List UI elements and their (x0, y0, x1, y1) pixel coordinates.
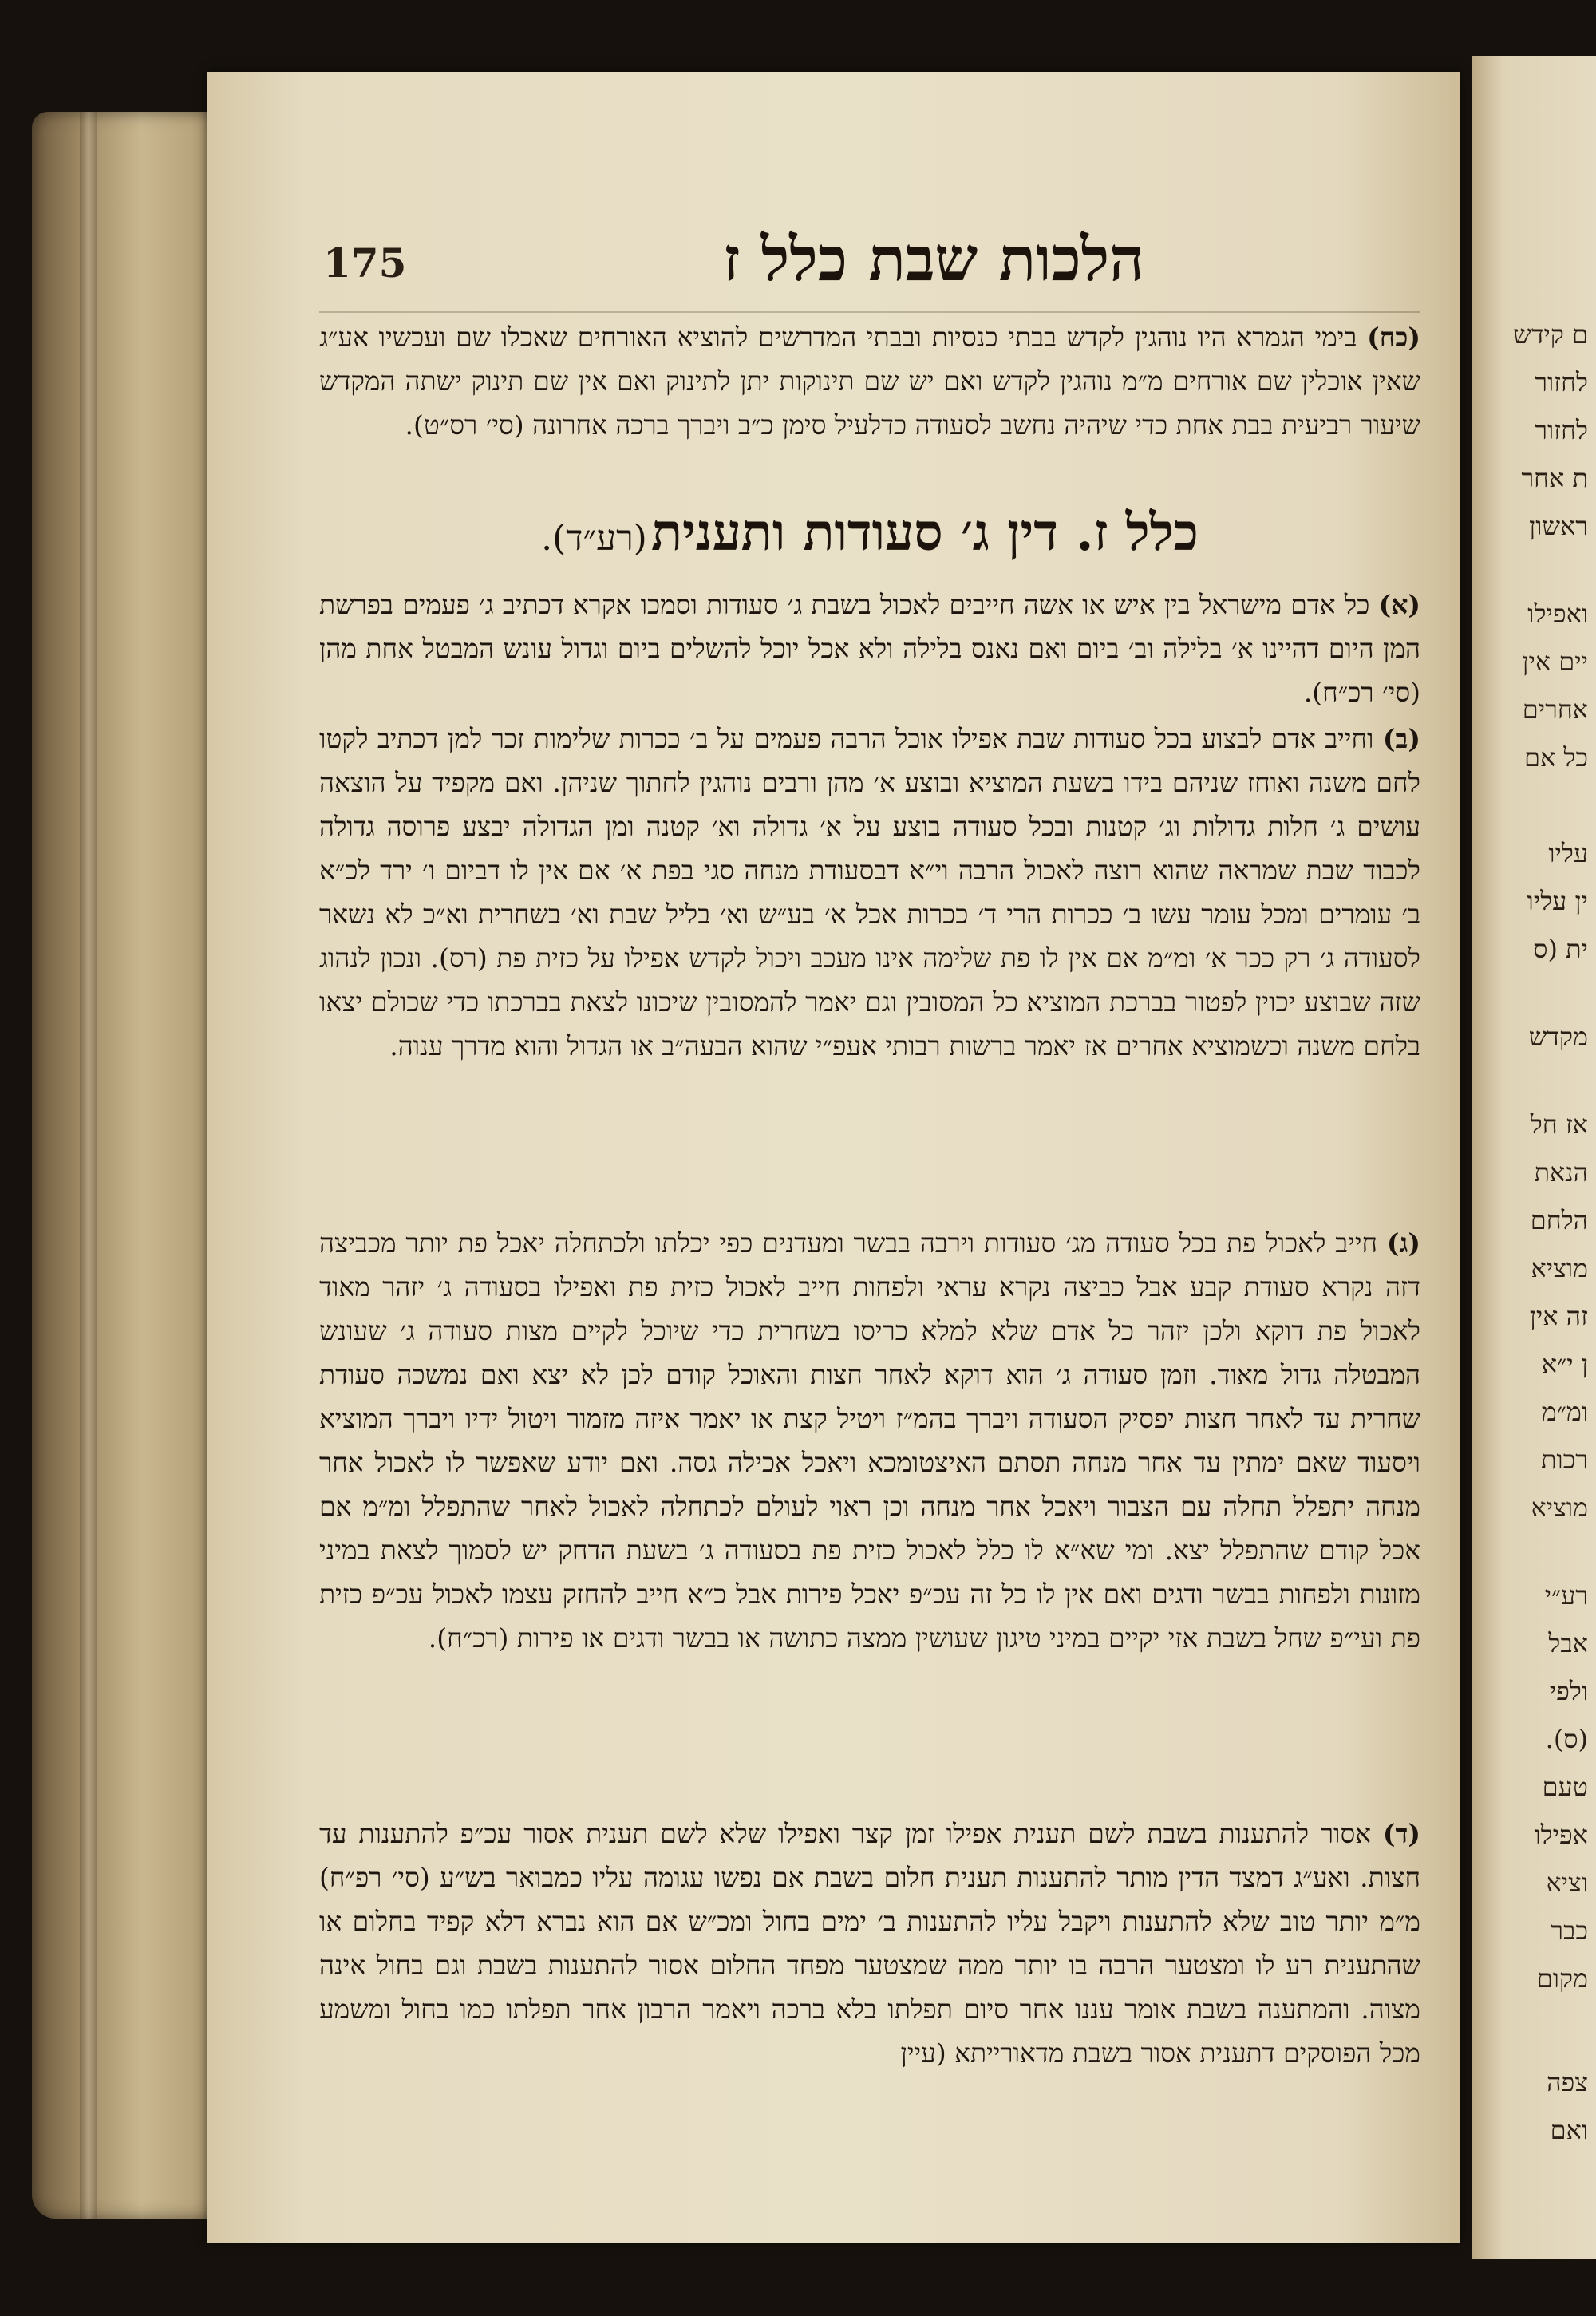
facing-page-text-fragment: ית (ס (1533, 934, 1588, 964)
facing-page-text-fragment: ת אחר (1521, 463, 1588, 493)
paragraph-mark: (א) (1378, 589, 1420, 620)
facing-page-text-fragment: זה אין (1529, 1301, 1588, 1331)
paragraph-text: כל אדם מישראל בין איש או אשה חייבים לאכול בשבת ג׳ סעודות וסמכו אקרא דכתיב ג׳ פעמים בפרשת המן היום דהיינו א׳ בלילה וב׳ ביום ואם נאנס בלילה ולא אכל יוכל להשלים ביום וגדול עונש המבטל אחת מהן (סי׳ רכ״ח). (319, 589, 1420, 708)
facing-page-text-fragment: ראשון (1529, 511, 1588, 541)
page-edges (80, 112, 97, 2219)
facing-page-text-fragment: ומ״מ (1541, 1397, 1588, 1427)
facing-page-text-fragment: מוציא (1531, 1253, 1588, 1283)
facing-page-text-fragment: רע״י (1544, 1580, 1588, 1611)
facing-page-text-fragment: כבר (1551, 1915, 1588, 1946)
section-title: כלל ז. דין ג׳ סעודות ותענית (650, 503, 1199, 563)
section-reference: (רע״ד). (541, 518, 647, 559)
book-binding (32, 112, 231, 2219)
facing-page-text-fragment: יים אין (1522, 646, 1588, 677)
book-page (207, 72, 1460, 2243)
facing-page-text-fragment: טעם (1542, 1772, 1588, 1802)
facing-page-text-fragment: וציא (1546, 1867, 1588, 1898)
facing-page-text-fragment: אבל (1548, 1628, 1588, 1658)
header-rule (319, 311, 1420, 313)
paragraph-dalet (319, 1812, 1420, 2075)
facing-page-text-fragment: ולפי (1549, 1676, 1588, 1706)
facing-page-text-fragment: מקום (1536, 1963, 1588, 1994)
facing-page-text-fragment: עליו (1548, 838, 1588, 868)
paragraph-text: חייב לאכול פת בכל סעודה מג׳ סעודות וירבה בבשר ומעדנים כפי יכלתו ולכתחלה יאכל פת יותר מכביצה דזה נקרא סעודת קבע אבל כביצה נקרא עראי ולפחות חייב לאכול כזית פת ואפילו בסעודה ג׳ יזהר מאוד לאכול פת דוקא ולכן יזהר כל אדם שלא למלא כריסו בשחרית כדי שיוכל לקיים מצות סעודה ג׳ שעונש המבטלה גדול מאוד. וזמן סעודה ג׳ הוא דוקא לאחר חצות והאוכל קודם לכן לא יצא ואם נמשכה סעודת שחרית עד לאחר חצות יפסיק הסעודה ויברך בהמ״ז ויטיל קצת או יאמר איזה מזמור ויטול ידיו ויברך המוציא ויסעוד שאם ימתין עד אחר מנחה תסתם האיצטומכא ויאכל אכילה גסה. ואם יודע שאפשר לו לאכול אחר מנחה יתפלל תחלה עם הצבור ויאכל אחר מנחה וכן ראוי לעולם לכתחלה לאכול לאחר שהתפלל ומ״מ אם אכל קודם שהתפלל יצא. ומי שא״א לו כלל לאכול כזית פת בסעודה ג׳ בשעת הדחק יש לסמוך לצאת במיני מזונות ולפחות בבשר ודגים ואם אין לו כל זה עכ״פ יאכל פירות אבל כ״א חייב להחזק עצמו לאכול עכ״פ כזית פת ועי״פ שחל בשבת אזי יקיים במיני טיגון שעושין ממצה כתושה או בבשר ודגים או פירות (רכ״ח). (319, 1227, 1420, 1654)
facing-page-text-fragment: אחרים (1522, 694, 1588, 725)
paragraph-mark: (ג) (1386, 1227, 1420, 1259)
facing-page-text-fragment: אז חל (1530, 1109, 1588, 1140)
paragraph-mark: (ב) (1382, 723, 1420, 754)
paragraph-text: וחייב אדם לבצוע בכל סעודות שבת אפילו אוכל הרבה פעמים על ב׳ ככרות שלימות זכר למן דכתיב לקטו לחם משנה ואוחז שניהם בידו בשעת המוציא ובוצע א׳ מהן ורבים נוהגין לחתוך שניהן. ואם מקפיד על הוצאה עושים ג׳ חלות גדולות וג׳ קטנות ובכל סעודה בוצע על א׳ גדולה וא׳ קטנה ומן הגדולה יבצע פרוסה גדולה לכבוד שבת שמראה שהוא רוצה לאכול הרבה וי״א דבסעודת מנחה סגי בפת א׳ אם אין לו דביום ו׳ ירד לכ״א ב׳ עומרים ומכל עומר עשו ב׳ ככרות הרי ד׳ ככרות אכל א׳ בע״ש וא׳ בליל שבת וא׳ בשחרית וא״כ לא נשאר לסעודה ג׳ רק ככר א׳ ומ״מ אם אין לו פת שלימה אינו מעכב ויכול לקדש אפילו על כזית פת (רס). ונכון לנהוג שזה שבוצע יכוין לפטור בברכת המוציא כל המסובין וגם יאמר להמסובין שיכונו לצאת בברכתו כדי שכולם יצאו בלחם משנה וכשמוציא אחרים אז יאמר ברשות רבותי אעפ״י שהוא הבעה״ב או הגדול והוא מדרך ענוה. (319, 723, 1420, 1061)
facing-page-text-fragment: (ס). (1545, 1724, 1588, 1754)
facing-page-text-fragment: לחזור (1535, 367, 1588, 397)
facing-page-text-fragment: צפה (1547, 2067, 1588, 2097)
facing-page-text-fragment: מוציא (1531, 1492, 1588, 1523)
facing-page-text-fragment: מקדש (1528, 1022, 1588, 1052)
facing-page-text-fragment: לחזור (1535, 415, 1588, 445)
paragraph-kaf-chet (319, 315, 1420, 447)
facing-page-text-fragment: ם קידש (1513, 319, 1588, 350)
paragraph-gimel (319, 1221, 1420, 1660)
running-head: הלכות שבת כלל ז (723, 223, 1144, 294)
paragraph-text: אסור להתענות בשבת לשם תענית אפילו זמן קצר ואפילו שלא לשם תענית אסור עכ״פ להתענות עד חצות. ואע״ג דמצד הדין מותר להתענות תענית חלום בשבת אם נפשו עגומה עליו כמבואר בש״ע (סי׳ רפ״ח) מ״מ יותר טוב שלא להתענות ויקבל עליו להתענות ב׳ ימים בחול ומכ״ש אם הוא נברא דלא קפיד בחלום או שהתענית רע לו ומצטער הרבה בו יותר ממה שמצטער מפחד החלום אסור להתענות בשבת וגם בחול אינה מצוה. והמתענה בשבת אומר עננו אחר סיום תפלתו בלא ברכה ויאמר הרבון אחר תפלתו כמו בחול ומשמע מכל הפוסקים דתענית אסור בשבת מדאורייתא (עיין (319, 1818, 1420, 2069)
section-heading (319, 503, 1420, 563)
paragraph-mark: (ד) (1382, 1818, 1420, 1849)
page-number: 175 (323, 239, 407, 287)
paragraph-text: בימי הגמרא היו נוהגין לקדש בבתי כנסיות ובבתי המדרשים להוציא האורחים שאכלו שם ועכשיו אע״ג שאין אוכלין שם אורחים מ״מ נוהגין לקדש ואם יש שם תינוקות יתן לתינוק ואם אין שם תינוק ישתה המקדש שיעור רביעית בבת אחת כדי שיהיה נחשב לסעודה כדלעיל סימן כ״ב ויברך ברכה אחרונה (סי׳ רס״ט). (319, 322, 1420, 441)
facing-page-text-fragment: ואפילו (1527, 599, 1588, 629)
paragraph-alef (319, 583, 1420, 714)
paragraph-mark: (כח) (1367, 322, 1420, 353)
facing-page-text-fragment: כל אם (1524, 742, 1588, 773)
facing-page-text-fragment: ן י״א (1541, 1349, 1588, 1379)
facing-page-text-fragment: הנאת (1534, 1157, 1588, 1188)
facing-page-text-fragment: ואם (1550, 2115, 1588, 2145)
paragraph-bet (319, 717, 1420, 1068)
facing-page-text-fragment: ין עליו (1527, 886, 1588, 916)
facing-page (1472, 56, 1596, 2259)
facing-page-text-fragment: אפילו (1534, 1820, 1588, 1850)
facing-page-text-fragment: רכות (1540, 1445, 1588, 1475)
facing-page-text-fragment: הלחם (1530, 1205, 1588, 1235)
